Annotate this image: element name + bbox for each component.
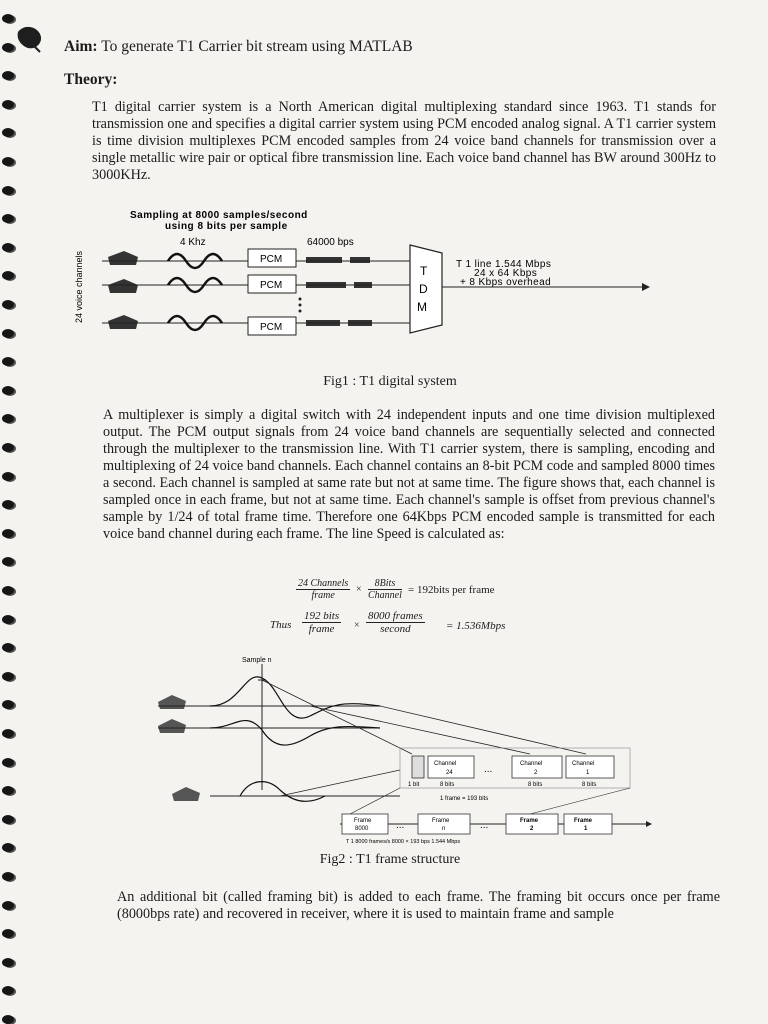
- spiral-binding: [0, 0, 22, 1024]
- aim-line: [64, 38, 413, 56]
- eq1-times: ×: [356, 584, 362, 595]
- eq2-prefix: Thus: [270, 619, 292, 631]
- fig1-channel-24: [102, 315, 410, 335]
- binding-hole: [2, 186, 14, 195]
- eq1-numerator-1: 24 Channels: [298, 578, 349, 589]
- fig2-channel-dots: ...: [484, 764, 493, 775]
- channel-2-label: Channel: [520, 761, 543, 767]
- fig1-caption: Fig1 : T1 digital system: [323, 374, 457, 389]
- pcm-label: PCM: [260, 322, 283, 333]
- binding-hole: [2, 214, 14, 223]
- channel-1-label: Channel: [572, 761, 595, 767]
- binding-hole: [2, 472, 14, 481]
- fig1-channel-2: [102, 275, 410, 293]
- binding-hole: [2, 414, 14, 423]
- fig2-t1-frame-structure: [150, 650, 670, 850]
- binding-hole: [2, 615, 14, 624]
- binding-hole: [2, 557, 14, 566]
- binding-hole: [2, 386, 14, 395]
- pcm-label: PCM: [260, 280, 283, 291]
- binding-hole: [2, 901, 14, 910]
- telephone-icon: [108, 279, 138, 293]
- fig2-frame-dots-2: ...: [480, 820, 489, 831]
- equation-bits-per-frame: [296, 578, 556, 604]
- binding-hole: [2, 872, 14, 881]
- binding-hole: [2, 271, 14, 280]
- binding-hole: [2, 500, 14, 509]
- eq2-numerator-1: 192 bits: [304, 610, 340, 622]
- paragraph-intro: T1 digital carrier system is a North American digital multiplexing standard since 1963. T1 stands for transmission one and specifies a digital carrier system using PCM encoded analog signal. A T1 carrier system is time division multiplexes PCM encoded samples from 24 voice band channels for transmission over a single metallic wire pair or optical fibre transmission line. Each voice band channel has BW around 300Hz to 3000KHz.: [92, 99, 716, 183]
- binding-hole: [2, 1015, 14, 1024]
- channel-1-box: [566, 756, 614, 778]
- eq1-numerator-2: 8Bits: [368, 578, 402, 590]
- fig1-sampling-label-1: Sampling at 8000 samples/second: [130, 210, 308, 221]
- channel-24-label: Channel: [434, 761, 457, 767]
- binding-hole: [2, 71, 14, 80]
- paragraph-framing-bit: An additional bit (called framing bit) is added to each frame. The framing bit occurs once per frame (8000bps rate) and recovered in receiver, where it is used to maintain frame and sample: [117, 889, 720, 922]
- fig2-channel-24-wave: [172, 770, 400, 801]
- binding-hole: [2, 700, 14, 709]
- frame-1-number: 1: [584, 826, 588, 832]
- frame-bits-label: 1 frame = 193 bits: [440, 796, 489, 802]
- binding-hole: [2, 43, 14, 52]
- eq2-result: = 1.536Mbps: [446, 620, 506, 632]
- binding-hole: [2, 100, 14, 109]
- fig1-output-2: 24 x 64 Kbps: [474, 268, 538, 279]
- binding-hole: [2, 157, 14, 166]
- telephone-icon: [108, 315, 138, 329]
- digital-pulses: [306, 257, 342, 263]
- fig1-sampling-label-2: using 8 bits per sample: [165, 221, 288, 232]
- fig2-bottom-formula: T 1 8000 frames/s 8000 × 193 bps 1.544 Mbps: [346, 839, 461, 845]
- equation-line-speed: [270, 610, 570, 640]
- fig1-side-label: 24 voice channels: [74, 250, 84, 323]
- channel-2-bits: 8 bits: [528, 782, 543, 788]
- frame-8000-number: 8000: [355, 826, 369, 832]
- theory-heading: Theory:: [64, 71, 118, 88]
- tdm-letter-t: T: [420, 264, 428, 278]
- framing-bit-box: [412, 756, 424, 778]
- binding-hole: [2, 243, 14, 252]
- telephone-icon: [108, 251, 138, 265]
- fig2-channel-2-wave: [158, 719, 380, 745]
- binding-hole: [2, 586, 14, 595]
- binding-hole: [2, 643, 14, 652]
- eq2-denominator-1: frame: [308, 623, 335, 635]
- tdm-letter-d: D: [419, 282, 428, 296]
- ink-blot: [14, 24, 44, 54]
- frame-1-box: [564, 814, 612, 834]
- channel-24-number: 24: [446, 770, 453, 776]
- binding-hole: [2, 128, 14, 137]
- frame-n-label: Frame: [432, 818, 450, 824]
- fig1-t1-digital-system: [70, 205, 680, 365]
- tdm-letter-m: M: [417, 300, 427, 314]
- binding-hole: [2, 14, 14, 23]
- channel-24-bits: 8 bits: [440, 782, 455, 788]
- binding-hole: [2, 843, 14, 852]
- fig1-bandwidth-label: 4 Khz: [180, 237, 206, 248]
- binding-hole: [2, 786, 14, 795]
- eq1-denominator-1: frame: [311, 590, 335, 601]
- channel-2-number: 2: [534, 770, 538, 776]
- fig2-sample-label: Sample n: [242, 657, 272, 664]
- frame-2-label: Frame: [520, 818, 539, 824]
- frame-n-number: n: [442, 826, 446, 832]
- framing-bit-label: 1 bit: [408, 782, 420, 788]
- channel-1-bits: 8 bits: [582, 782, 597, 788]
- binding-hole: [2, 672, 14, 681]
- paragraph-multiplexer: A multiplexer is simply a digital switch with 24 independent inputs and one time division multiplexed output. The PCM output signals from 24 voice band channels are sequentially selected and connected through the multiplexer to the transmission line. With T1 carrier system, there is sampling, encoding and multiplexing of 24 voice band channels. Each channel contains an 8-bit PCM code and sampled 8000 times a second. Each channel is sampled at same rate but not at same time. The figure shows that, each channel is sampled once in each frame, but not at same time. Each channel's sample is offset from previous channel's sample by 1/24 of total frame time. Therefore one 64Kbps PCM encoded sample is transmitted for each voice band channel during each frame. The line Speed is calculated as:: [103, 407, 715, 542]
- binding-hole: [2, 729, 14, 738]
- fig2-frame-dots-1: ...: [396, 820, 405, 831]
- eq2-times: ×: [354, 620, 360, 631]
- telephone-icon: [158, 695, 186, 709]
- eq1-denominator-2: Channel: [368, 590, 402, 601]
- binding-hole: [2, 357, 14, 366]
- eq2-numerator-2: 8000 frames: [368, 610, 423, 622]
- telephone-icon: [172, 787, 200, 801]
- binding-hole: [2, 929, 14, 938]
- binding-hole: [2, 758, 14, 767]
- frame-2-number: 2: [530, 826, 534, 832]
- pcm-label: PCM: [260, 254, 283, 265]
- frame-8000-label: Frame: [354, 818, 372, 824]
- binding-hole: [2, 815, 14, 824]
- channel-1-number: 1: [586, 770, 590, 776]
- binding-hole: [2, 329, 14, 338]
- telephone-icon: [158, 719, 186, 733]
- binding-hole: [2, 986, 14, 995]
- binding-hole: [2, 529, 14, 538]
- frame-1-label: Frame: [574, 818, 593, 824]
- binding-hole: [2, 958, 14, 967]
- fig2-caption: Fig2 : T1 frame structure: [319, 852, 461, 867]
- binding-hole: [2, 443, 14, 452]
- binding-hole: [2, 300, 14, 309]
- eq2-denominator-2: second: [380, 623, 411, 635]
- fig1-output-1: T 1 line 1.544 Mbps: [456, 259, 552, 270]
- fig1-rate-label: 64000 bps: [307, 237, 354, 248]
- fig1-output-3: + 8 Kbps overhead: [460, 277, 552, 288]
- aim-text: To generate T1 Carrier bit stream using MATLAB: [101, 38, 413, 55]
- fig1-channel-1: [102, 249, 410, 268]
- aim-label: Aim:: [64, 38, 98, 55]
- eq1-result: = 192bits per frame: [408, 584, 495, 596]
